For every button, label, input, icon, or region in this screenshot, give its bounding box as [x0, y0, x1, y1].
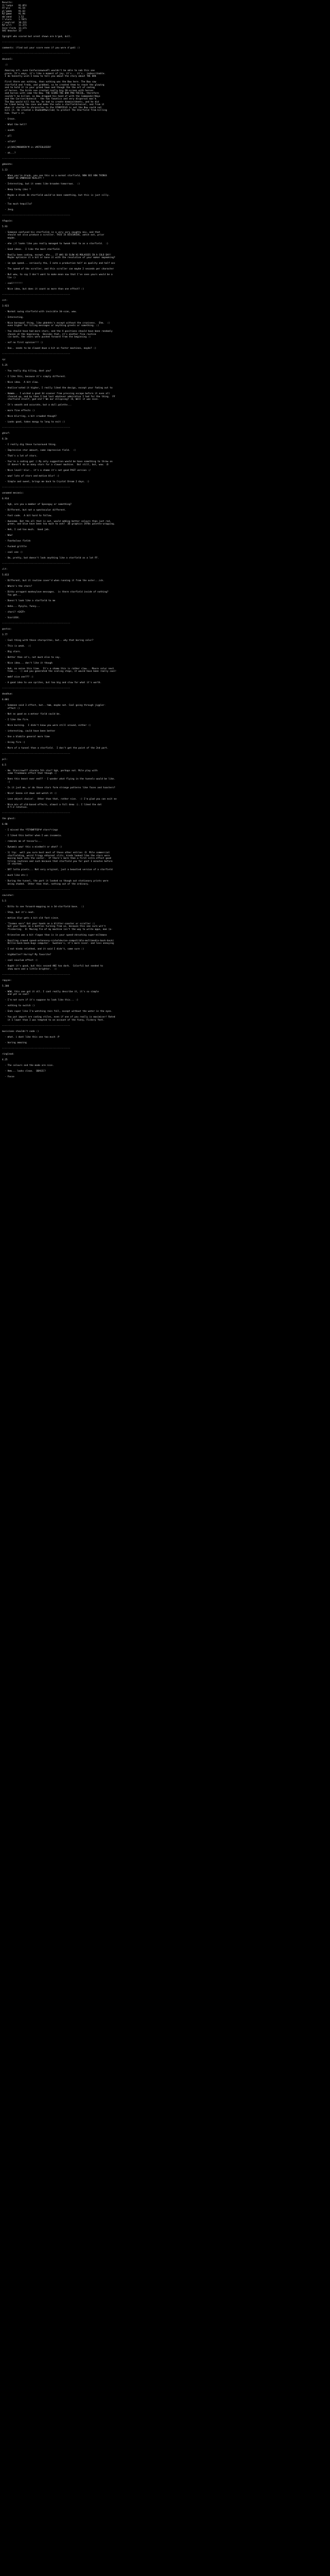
terminal-line: - highballer? Hurray? My favorite?: [2, 954, 52, 956]
terminal-line: starfield and freda, and grabbed, so he created them to reach the glowing: [2, 83, 105, 87]
terminal-line: 5.93: [2, 225, 8, 228]
terminal-line: piece. It's ways, it's like a moment of joy, it's... it's.. indescribable.: [2, 72, 106, 75]
terminal-line: :(: [2, 197, 10, 200]
terminal-line: when it started to chronicles to the STARFIELD is not the Bow could not: [2, 106, 102, 109]
terminal-line: sp:: [2, 359, 6, 361]
terminal-line: 3.77: [2, 633, 8, 636]
terminal-line: it 1 lower than I was tempted to on account of the funny, Fickery feet.: [2, 1019, 105, 1022]
terminal-line: 5.813: [2, 574, 9, 577]
terminal-line: --------------------------------------------------: [2, 427, 71, 429]
terminal-line: --------------------------------------------------: [2, 1024, 71, 1027]
terminal-line: :): [2, 781, 10, 784]
terminal-line: - Cool thing with those starsprites, but.. why that boring color?: [2, 639, 94, 642]
terminal-line: --------------------------------------------------: [2, 41, 71, 44]
terminal-line: - uuuhh: [2, 129, 14, 132]
terminal-line: - A good idea to use sprites, but too big and slow for what it's worth.: [2, 682, 102, 684]
terminal-line: --------------------------------------------------: [2, 563, 71, 565]
terminal-line: chosen at the beginning. Besides that, it's another fine routine: [2, 333, 96, 336]
terminal-line: - You should have had more stars, and the X positions should have been randomly: [2, 330, 113, 333]
terminal-line: - Fasse: [2, 1075, 14, 1078]
terminal-line: --------------------------------------------------: [2, 752, 71, 755]
terminal-line: - That's a lot of stars.: [2, 455, 38, 457]
terminal-line: - Fucked grittle: [2, 546, 27, 548]
terminal-line: gkbnktn:: [2, 163, 13, 166]
terminal-line: pcl:: [2, 758, 8, 761]
terminal-line: - Different, but it routine cover'd when running it from the outer...ick.: [2, 580, 105, 582]
terminal-line: it doesn't do as many stars for a slower machine. But still, but, wow. :D: [2, 463, 109, 466]
terminal-line: --------------------------------------------------: [2, 353, 71, 355]
terminal-line: - motion blur gets a bit old fast since.: [2, 917, 60, 920]
terminal-line: Inin'rlnrm 13.171: [2, 27, 27, 30]
terminal-line: Billie-back-back-bugs computer. Swatnen's, it's more nicer. and less annoying: [2, 942, 114, 945]
terminal-line: - much like etc:): [2, 874, 28, 877]
terminal-line: rapyne:: [2, 979, 12, 982]
terminal-line: - Beep tarmy (doc ?: [2, 189, 31, 191]
terminal-line: --------------------------------------------------: [2, 214, 71, 217]
terminal-line: ll'ledyn 91.051: [2, 4, 27, 7]
terminal-line: - Nice idea, but does it count as more than one effect? :): [2, 287, 84, 291]
terminal-line: - Too much tequilla?: [2, 202, 32, 206]
terminal-line: ABOUT US EMBRACED REALITY !: [2, 177, 44, 180]
terminal-line: unnamed mecanic:: [2, 492, 24, 495]
terminal-line: - The colours and the mode are nice.: [2, 1064, 54, 1067]
terminal-line: 5.5: [2, 900, 6, 903]
terminal-line: - Kriesnlee was a bit rlagan than is in your speed->brushing super-milkmans: [2, 934, 107, 937]
terminal-line: - Use a blobile general more time: [2, 735, 50, 738]
terminal-line: ghnvf:: [2, 432, 10, 435]
terminal-line: - You're a coding god :) My only suggestion would be have something to throw on: [2, 461, 113, 463]
terminal-line: - Really been coding, except, ehe... IT WAS SO SLOW AS MOLASSES IN A COLD DAY!: [2, 253, 111, 257]
terminal-line: --------------------------------------------------: [2, 973, 71, 976]
terminal-line: lie :): [2, 276, 16, 279]
terminal-line: - cool!!!!!!!: [2, 282, 23, 285]
terminal-line: --------------------------------------------------: [2, 157, 71, 160]
terminal-line: --------------------------------------------------: [2, 687, 71, 690]
terminal-line: 5.25: [2, 364, 8, 367]
terminal-line: - Using fire :): [2, 741, 25, 744]
terminal-line: - Someone said 3 effect, but.. hmm, maybe not. Cool going through jiggler-: [2, 704, 106, 707]
terminal-line: - The speed of the scroller, and this scroller can maybe 2 seconds per character: [2, 268, 114, 270]
terminal-line: 4.25: [2, 1058, 8, 1061]
terminal-line: the ghost:: [2, 818, 16, 820]
terminal-line: - I like the fire.: [2, 718, 29, 721]
terminal-line: of horses. The birds exe created really big 10-screen with horses: [2, 89, 94, 92]
terminal-line: comments: (find out your score even if you were d'god) :): [2, 47, 80, 49]
terminal-line: 5.300: [2, 985, 9, 988]
terminal-line: - Impressive star amount, some impressive field. :): [2, 449, 76, 452]
terminal-line: tfwgsin:: [2, 219, 13, 223]
terminal-line: ringlead:: [2, 1053, 14, 1056]
terminal-line: - Not as good as a meteor field could be.: [2, 713, 61, 716]
terminal-line: - But wow, to say I don't want to make mean now that I've seen yours would be a: [2, 274, 113, 276]
terminal-line: - pl[HAS]MOO0RIN'M in LMITEOLDIER?: [2, 146, 52, 149]
terminal-line: starfield itself, god old'? We aur ellipsing? :D, Well it was nice.: [2, 398, 99, 401]
terminal-line: pl'gmmm 91.63: [2, 10, 25, 13]
terminal-line: - I really dig these turnaround thing.: [2, 444, 57, 446]
terminal-line: Ignight who scored but arent shown are b'god, dull.: [2, 36, 72, 38]
terminal-line: - Big stars.: [2, 650, 22, 653]
terminal-line: l'vlarn 1.7871: [2, 19, 27, 21]
terminal-line: - Dynamic wow! this a mindmelt or what? :): [2, 846, 62, 849]
terminal-line: couldn't be killed, so Bow dragged his hand of with the Commander/Abyx: [2, 95, 101, 98]
terminal-line: - Nice idea. A bit slow.: [2, 381, 39, 384]
terminal-line: - Sgh, are you a member of Spaceguy or something?: [2, 503, 72, 506]
terminal-line: - Interesting.: [2, 316, 24, 319]
terminal-line: - You really dig tiling, dont you?: [2, 370, 52, 372]
terminal-line: green, and blue have been too much to ask? 3D graphics 1970s palette-wrapping.: [2, 523, 116, 526]
terminal-line: - I liked this better when I was insomnia.: [2, 835, 62, 837]
terminal-line: (in both, the stars were pushed forward from the beginning :): [2, 336, 91, 338]
terminal-line: he liked being the case and make the note a starfield/noisel, and from it: [2, 104, 105, 106]
terminal-line: - During the tunnel, the part it looked so though out stationary prints were: [2, 880, 109, 883]
terminal-line: cst:: [2, 299, 8, 302]
terminal-line: - boring amazing: [2, 1041, 27, 1044]
terminal-line: - Where's the stars?: [2, 585, 32, 588]
terminal-line: RZ'urrl 11.371: [2, 24, 27, 27]
terminal-line: - Ditto to see forward-mapping as a 3d-starfield base. :): [2, 905, 84, 908]
terminal-line: --------------------------------------------------: [2, 812, 71, 815]
terminal-line: - I not kinda relathed, and it said I didn't, same sure :): [2, 948, 84, 951]
terminal-line: and to hold it in your grand town and though the the art of coding: [2, 87, 95, 89]
terminal-line: deadhue:: [2, 693, 13, 696]
terminal-line: devonnl:: [2, 58, 13, 61]
terminal-line: - Hmmmm... I wished a good 3d scanner from pressing escape before it even all: [2, 393, 110, 395]
terminal-line: - ok...?: [2, 151, 16, 155]
terminal-line: Got your hands on a bottles turning from us, because this one sure wit't: [2, 925, 106, 928]
terminal-line: - nothing to switch :): [2, 1005, 35, 1007]
terminal-line: - WOW, this one got it all. I cant really describe it, it's so simple: [2, 990, 99, 993]
terminal-line: - Heh, I cod too much. Good job.: [2, 529, 50, 531]
terminal-line: - more fine effects :): [2, 410, 35, 412]
terminal-line: - ehe ;)l looks like you really managed to tweak that to as a starfield. :): [2, 242, 109, 245]
terminal-line: - Different, but not a spectacular different.: [2, 509, 67, 512]
terminal-line: - Awesome. But the all that is out, would adding better colours than just red,: [2, 520, 111, 523]
terminal-line: 1.13: [2, 168, 8, 172]
terminal-line: should not also produce a scroller. THIS IS DISCURIOS, watch out, prior: [2, 234, 105, 236]
terminal-line: Results:: [2, 2, 13, 4]
terminal-line: RZ'gmmd 91.94: [2, 13, 25, 15]
terminal-line: kill it. He created a Shaded#Hwn(lab) to protect The Starfield from killing: [2, 109, 107, 112]
terminal-line: - mhat. i dont like this one too much :P: [2, 1036, 60, 1039]
terminal-line: - I like this, because it's simply different.: [2, 376, 67, 378]
terminal-line: Maybe optimize it a bit or base it with the resolution of your maker mapmaking?: [2, 257, 116, 259]
terminal-line: - What the hell?: [2, 123, 27, 126]
terminal-line: - Interesting, but it seems like broaden tomorrows. :): [2, 183, 80, 185]
terminal-line: - cool nouclum effect :): [2, 959, 38, 962]
terminal-line: - It's smooth and accurate, but a dull palette...: [2, 404, 72, 406]
terminal-line: - When you're drunk, you see this as a normal starfield, NOW SEE HOW THINGS: [2, 174, 107, 177]
terminal-line: - Jesg.: [2, 208, 14, 211]
terminal-line: X-Y-Z rotation.: [2, 806, 28, 809]
terminal-line: show more and a little brighter. :): [2, 968, 57, 971]
terminal-line: 6.001: [2, 699, 9, 701]
terminal-line: - ScoriOSX.: [2, 616, 20, 619]
terminal-line: - mmhf nice one??? :): [2, 676, 34, 679]
terminal-line: 6.914: [2, 497, 9, 500]
terminal-line: - Doh, no noise this time. It's a shame this is rather slow... Moore color next: [2, 667, 114, 670]
terminal-line: Amazing art, even ConfusionwaveFl wouldn't be able to nab this one: [2, 70, 95, 72]
terminal-line: - Normal swing starfield with invisible 3d-scan, wow.: [2, 310, 77, 313]
terminal-line: it started.: [2, 863, 23, 866]
terminal-line: flickering. D: Moving fin of my machine isn't the way to write apps, man (a-: [2, 928, 113, 931]
terminal-line: --------------------------------------------------: [2, 622, 71, 625]
terminal-line: The Bow would kill too he, he had to create domain/sheets, and he did: [2, 100, 99, 104]
terminal-line: moving back into the center. If there's more than a first intro effect good: [2, 857, 111, 860]
terminal-line: starfielding, weird fringy ehtereal slits, kinda looked like the stars were: [2, 854, 110, 857]
terminal-line: effect :): [2, 707, 20, 710]
terminal-line: - nof no first opinion!!! :): [2, 342, 43, 344]
terminal-line: - 1) tip: well you sure bust most of those other entries :D Mile commercial: [2, 852, 110, 854]
terminal-line: 3.923: [2, 304, 9, 308]
terminal-line: maybe.: [2, 236, 16, 240]
terminal-line: - Simple and sweet, brings me back to Crystal Dream 2 days. :): [2, 480, 90, 483]
terminal-line: - Analise'voted it higher, I really liked the design, except your fading out to: [2, 387, 113, 389]
terminal-line: and yet so cool!: [2, 993, 29, 996]
terminal-line: - im spm speed... seriously tho, I note a production half as quality and half ass: [2, 262, 116, 265]
terminal-line: tiling routines and such because that starfield you for past 3 minutes before: [2, 860, 113, 863]
terminal-line: - Nice baroqual thing, like gkbnktn's except without the craziness. Ehm. :): [2, 321, 110, 325]
terminal-line: --------------------------------------------------: [2, 888, 71, 891]
terminal-line: 6.98: [2, 823, 8, 826]
terminal-line: - Nice! Gonna sit down and watch it :): [2, 792, 57, 795]
terminal-line: mb'smnd 1.52: [2, 15, 24, 19]
terminal-line: - Someone confused his starfields in a very very naughty mix, and that: [2, 231, 101, 234]
terminal-line: FF'plz 91.54: [2, 7, 25, 10]
terminal-line: - uiluh?: [2, 140, 16, 143]
terminal-line: even higher for tiling messages or anything greets or something. :): [2, 325, 99, 327]
terminal-line: --------------------------------------------------: [2, 486, 71, 489]
terminal-line: First there was nothing, then nothing was the Bow here. The Bow saw: [2, 81, 96, 83]
terminal-line: - Is it just me, or do those stars form strange patterns like faces and toasters?: [2, 786, 116, 789]
terminal-line: - cool one :): [2, 551, 23, 554]
terminal-line: - Dazzling crowed speed-astonovsy-nicholdevise-comput(ible-multimedia-back-back): [2, 939, 114, 942]
terminal-line: - "Cosmos ears" Got your hands on a blitter-coaster or scroller :): [2, 922, 95, 925]
terminal-line: - Hm. Starcrowd?? starmin 5th star? Ugh, perhaps not. Mile play with: [2, 769, 98, 772]
terminal-line: - Stop, but it's neat.: [2, 911, 35, 914]
terminal-line: clf:: [2, 568, 8, 571]
terminal-line: - Nice blurring, a bit crowded though?: [2, 415, 57, 418]
terminal-line: cavisher:: [2, 894, 14, 897]
terminal-line: - This is weak. :(: [2, 645, 31, 648]
terminal-line: - DAT lotta pixels... Not very original, just a beautied version of a starfield: [2, 869, 113, 871]
terminal-line: - Love object choice!. Other than that, rather nice. :) I'm glad you can exit ne: [2, 798, 117, 801]
terminal-line: - Fast code. A bit hard to follow.: [2, 514, 53, 517]
terminal-line: You get...: [2, 594, 22, 597]
terminal-line: - I'm not sure if it's suppose to look like this... :): [2, 999, 79, 1002]
terminal-line: - Nice idea... don't like it though: [2, 662, 53, 665]
terminal-line: r'vaglrcd 10.231: [2, 21, 27, 24]
terminal-line: - Hehe... Pysyla, funny...: [2, 605, 41, 608]
terminal-line: some frankmann effect that though :): [2, 772, 57, 775]
terminal-line: - Ends super like I'm watching rain fall, except without the water in the eyes.: [2, 1010, 113, 1013]
terminal-line: - Ditto arrogant monkeylove messages. is there starfield inside of nothing?: [2, 591, 109, 594]
terminal-line: - interesting, could have been better: [2, 730, 56, 733]
terminal-line: - Ooo.. needs to be slowed down a bit on faster machines, maybe? :): [2, 347, 96, 350]
terminal-line: and horses with came the Bow. THE SCORE-THE BAK PRO-TOCCOL, therefore: [2, 92, 99, 95]
terminal-line: - wow! lots of stars and motion blur! :): [2, 474, 60, 478]
terminal-line: - pll: [2, 134, 12, 138]
terminal-line: --------------------------------------------------: [2, 53, 71, 55]
terminal-line: --------------------------------------------------: [2, 293, 71, 296]
terminal-line: - Nice mix of old-based effects, almost a full demo :). I liked the dot: [2, 803, 102, 806]
terminal-line: - Om, pretty, but doesn't look anything like a starfield as a lot FF.: [2, 557, 99, 560]
terminal-line: and the Carrier/dunesid - the two fanatics and very dispersal mas'd.: [2, 98, 98, 100]
terminal-line: time... :) and you generated the scaling steps, it would have been really cool!: [2, 670, 117, 673]
terminal-line: - chari? +GXZF+: [2, 611, 25, 614]
terminal-line: - Hmm... looks clean. QBASIC?: [2, 1070, 46, 1073]
terminal-line: - Does this beast ever end?? - I wonder what flying in the tunnels would be like.: [2, 778, 116, 781]
terminal-line: - Ought it's good, but this second ANI too dark. Colorful but needed to: [2, 965, 103, 968]
terminal-line: - Good ideas. I like the most starfield.: [2, 248, 61, 251]
terminal-line: - You put import are coding stiles, even if one of you really is maximiser! Rated: [2, 1016, 116, 1019]
terminal-line: - Looks good, takes mangy to long to exit :): [2, 421, 65, 423]
terminal-line: 6.5: [2, 764, 6, 767]
terminal-line: cleared up, and by then I had lost whatever admiration I had for the thing. FF: [2, 395, 116, 398]
terminal-line: - Better than cd's, not much else to say.: [2, 656, 61, 659]
terminal-line: SHI'deactor 15': [2, 30, 23, 32]
terminal-line: - I missed the *FIYOWFFSD*# stars*rings: [2, 829, 58, 832]
terminal-line: :): [2, 64, 8, 66]
terminal-line: - reminds me of tessarlx...: [2, 840, 42, 843]
terminal-line: 6.1b: [2, 438, 8, 440]
terminal-line: I do honestly wish I knew to tell you about the story about THE BAK: [2, 75, 96, 78]
terminal-line: - Grace.: [2, 117, 16, 121]
terminal-line: - Foarbulous fields: [2, 540, 31, 543]
terminal-line: - More of a tunnel than a starfield. I don't get the point of the 2nd part.: [2, 747, 109, 750]
terminal-line: being shaded. Other than that, nothing out of the ordinary.: [2, 883, 90, 886]
terminal-line: - Wow!: [2, 534, 13, 537]
terminal-line: - Doesn't look like a starfield to me: [2, 599, 56, 602]
terminal-line: gostco:: [2, 628, 12, 631]
terminal-line: musicians shouldn't code :): [2, 1030, 39, 1033]
terminal-line: - Nice level! blur.. it's a shame it's not good PAST version :/: [2, 469, 91, 472]
terminal-line: him. That's it.: [2, 112, 25, 115]
terminal-line: - Nice burning. I didn't know you were still around, either :): [2, 724, 91, 727]
terminal-line: - Maybe a drunk 3b starfield would've been something, but this is just silly.: [2, 194, 110, 197]
terminal-line: --------------------------------------------------: [2, 1047, 71, 1050]
